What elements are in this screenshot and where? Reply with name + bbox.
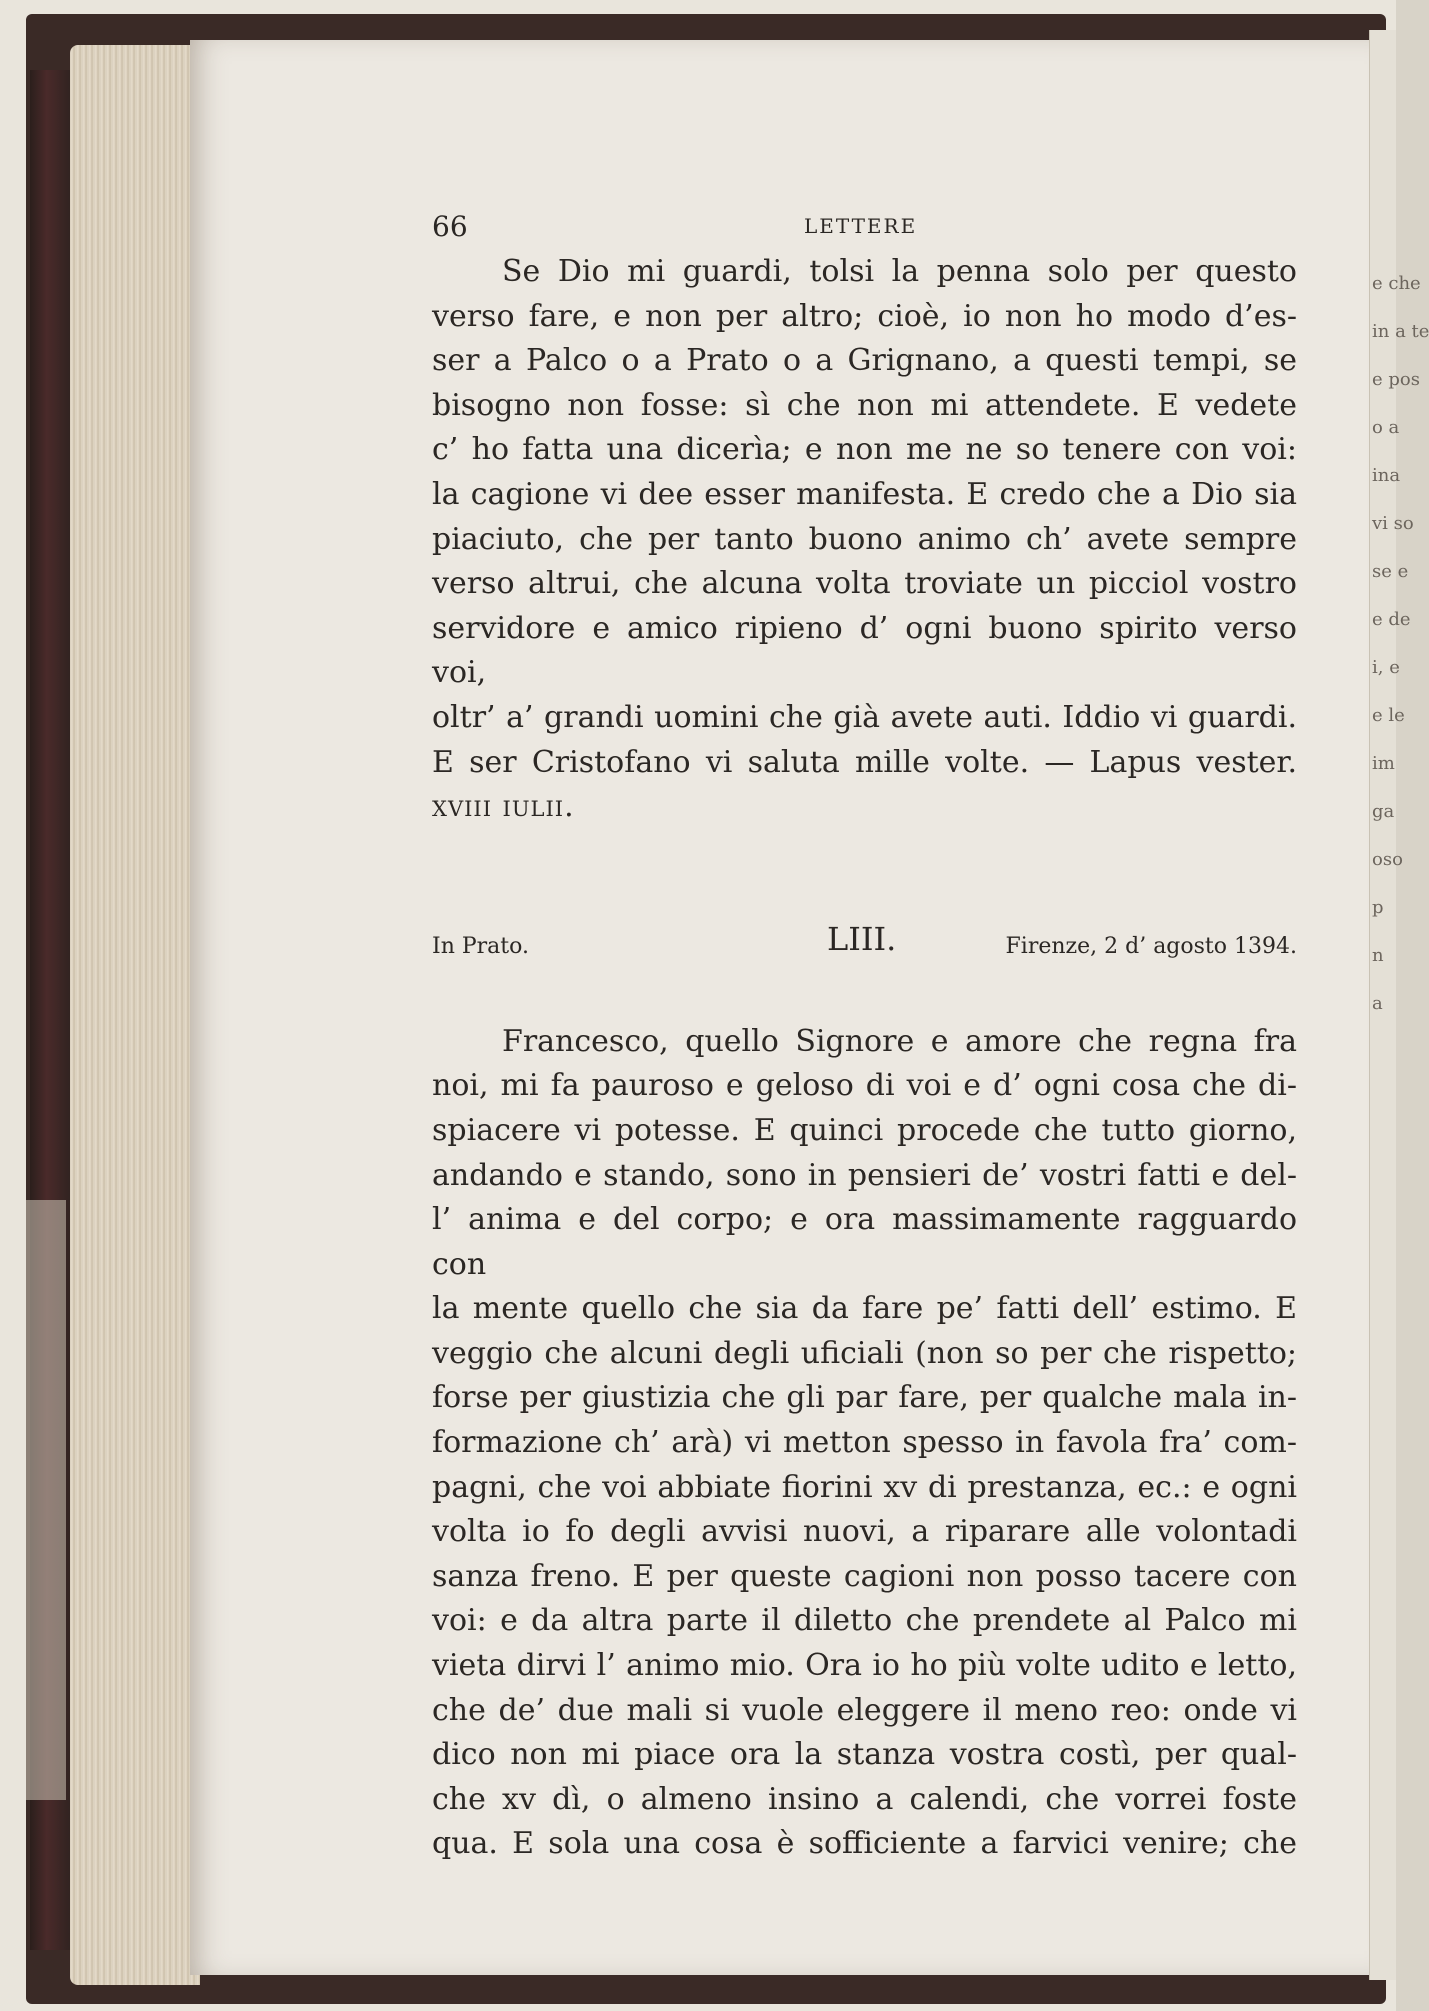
facing-fragment: a bbox=[1372, 993, 1383, 1014]
text-line: formazione ch’ arà) vi metton spesso in favola fra’ com- bbox=[432, 1425, 1297, 1461]
binding-wear bbox=[26, 1200, 66, 1800]
letter-destination: In Prato. bbox=[432, 933, 529, 959]
text-line: pagni, che voi abbiate fiorini xv di prestanza, ec.: e ogni bbox=[432, 1469, 1297, 1505]
text-line: oltr’ a’ grandi uomini che già avete auti. Iddio vi guardi. bbox=[432, 699, 1297, 735]
new-letter-text bbox=[432, 1020, 1297, 1867]
text-line: c’ ho fatta una dicerìa; e non me ne so tenere con voi: bbox=[432, 432, 1297, 468]
text-line: servidore e amico ripieno d’ ogni buono spirito verso voi, bbox=[432, 610, 1297, 691]
facing-page-edge bbox=[1369, 30, 1429, 1980]
previous-letter-text bbox=[432, 250, 1297, 830]
text-line: ser a Palco o a Prato o a Grignano, a questi tempi, se bbox=[432, 343, 1297, 379]
text-line: noi, mi fa pauroso e geloso di voi e d’ ogni cosa che di- bbox=[432, 1068, 1297, 1104]
text-line: spiacere vi potesse. E quinci procede che tutto giorno, bbox=[432, 1112, 1297, 1148]
facing-fragment: e pos bbox=[1372, 369, 1420, 390]
text-line: la mente quello che sia da fare pe’ fatti dell’ estimo. E bbox=[432, 1291, 1297, 1327]
text-line-date: xviii iulii. bbox=[432, 789, 575, 825]
text-line: Se Dio mi guardi, tolsi la penna solo per questo bbox=[502, 254, 1297, 289]
facing-fragment: e de bbox=[1372, 609, 1411, 630]
facing-fragment: ina bbox=[1372, 465, 1401, 486]
text-line: veggio che alcuni degli uficiali (non so per che rispetto; bbox=[432, 1335, 1297, 1371]
text-line: volta io fo degli avvisi nuovi, a riparare alle volontadi bbox=[432, 1514, 1297, 1550]
facing-fragment: se e bbox=[1372, 561, 1409, 582]
text-line: Francesco, quello Signore e amore che regna fra bbox=[502, 1023, 1297, 1059]
text-line: voi: e da altra parte il diletto che prendete al Palco mi bbox=[432, 1603, 1297, 1639]
text-line: sanza freno. E per queste cagioni non posso tacere con bbox=[432, 1558, 1297, 1594]
text-line: vieta dirvi l’ animo mio. Ora io ho più volte udito e letto, bbox=[432, 1648, 1297, 1684]
facing-fragment: o a bbox=[1372, 417, 1400, 438]
text-line: che de’ due mali si vuole eleggere il meno reo: onde vi bbox=[432, 1692, 1297, 1728]
letter-number: LIII. bbox=[827, 919, 897, 958]
text-line: bisogno non fosse: sì che non mi attendete. E vedete bbox=[432, 387, 1297, 423]
text-line: verso fare, e non per altro; cioè, io non ho modo d’es- bbox=[432, 298, 1297, 334]
facing-fragment: i, e bbox=[1372, 657, 1400, 678]
text-line: forse per giustizia che gli par fare, per qualche mala in- bbox=[432, 1380, 1297, 1416]
text-line: piaciuto, che per tanto buono animo ch’ avete sempre bbox=[432, 521, 1297, 557]
facing-fragment: oso bbox=[1372, 849, 1403, 870]
text-line: verso altrui, che alcuna volta troviate un picciol vostro bbox=[432, 566, 1297, 602]
facing-fragment: n bbox=[1372, 945, 1384, 966]
facing-fragment: in a te bbox=[1372, 321, 1429, 342]
page-content bbox=[432, 210, 1297, 1867]
text-line: E ser Cristofano vi saluta mille volte. — Lapus vester. bbox=[432, 744, 1297, 780]
facing-fragment: e le bbox=[1372, 705, 1405, 726]
facing-fragment: p bbox=[1372, 897, 1384, 918]
facing-fragment: im bbox=[1372, 753, 1395, 774]
text-line: che xv dì, o almeno insino a calendi, che vorrei foste bbox=[432, 1781, 1297, 1817]
page-number: 66 bbox=[432, 210, 468, 243]
text-line: l’ anima e del corpo; e ora massimamente ragguardo con bbox=[432, 1202, 1297, 1282]
running-head bbox=[432, 210, 1297, 250]
letter-heading bbox=[432, 920, 1297, 980]
letter-place-date: Firenze, 2 d’ agosto 1394. bbox=[1005, 933, 1297, 959]
facing-fragment: e che bbox=[1372, 273, 1421, 294]
facing-fragment: ga bbox=[1372, 801, 1395, 822]
text-line: qua. E sola una cosa è sofficiente a farvici venire; che bbox=[432, 1826, 1297, 1862]
text-line: la cagione vi dee esser manifesta. E credo che a Dio sia bbox=[432, 476, 1297, 512]
running-title: LETTERE bbox=[804, 214, 918, 238]
page-stack-edge bbox=[70, 45, 200, 1985]
text-line: andando e stando, sono in pensieri de’ vostri fatti e del- bbox=[432, 1157, 1297, 1193]
text-line: dico non mi piace ora la stanza vostra costì, per qual- bbox=[432, 1737, 1297, 1773]
facing-fragment: vi so bbox=[1372, 513, 1414, 534]
